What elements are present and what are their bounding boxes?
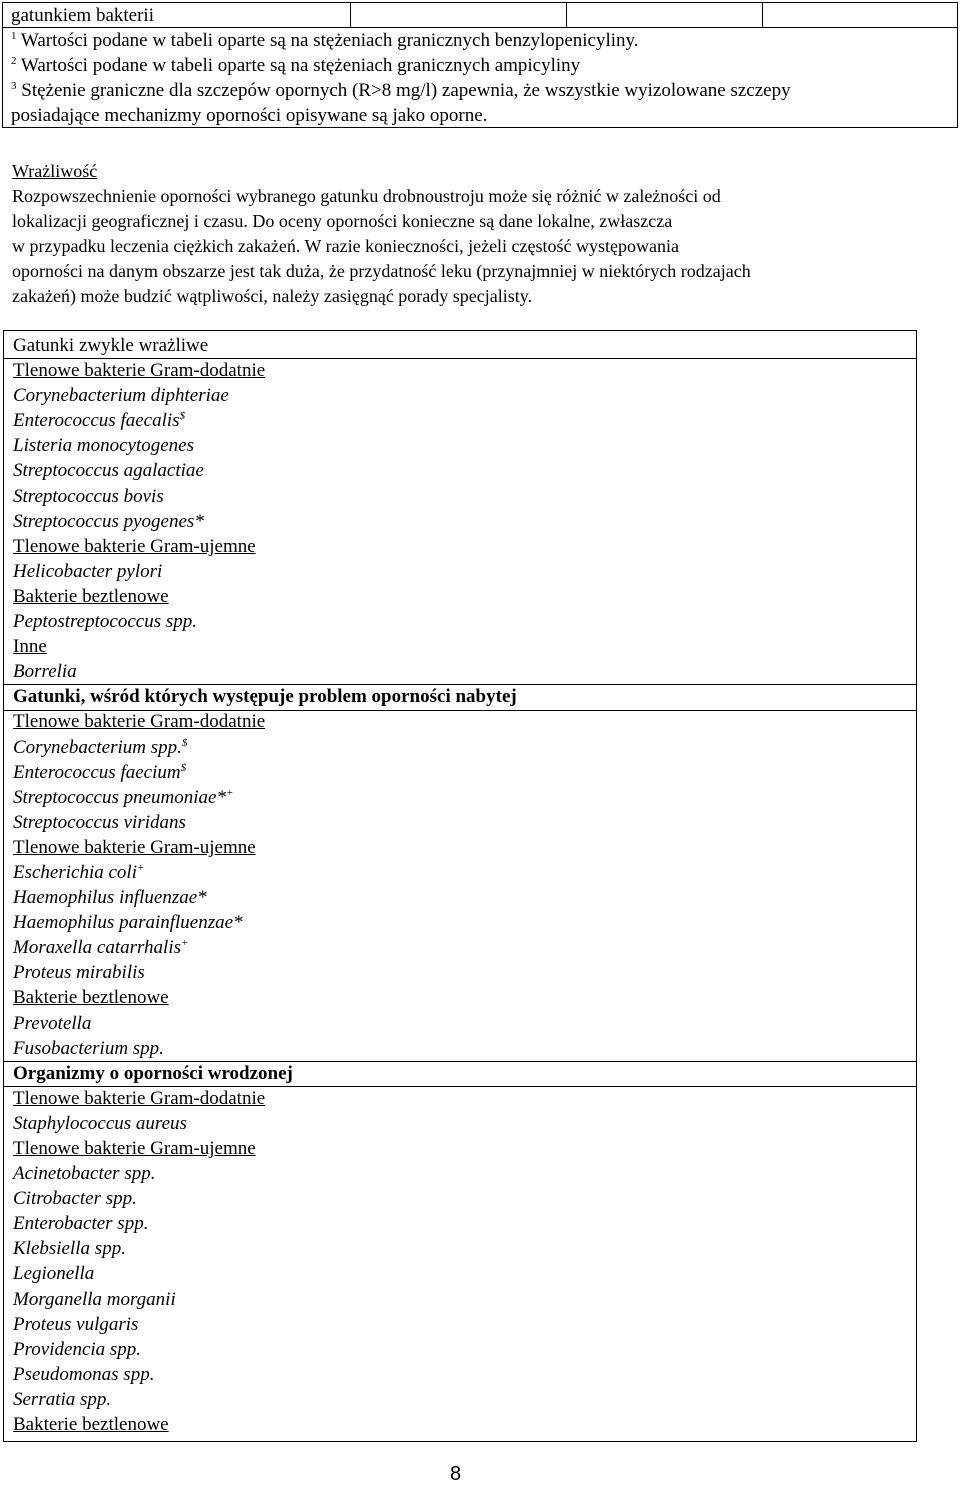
- row-text: Tlenowe bakterie Gram-dodatnie: [13, 711, 266, 733]
- group-heading: [13, 584, 916, 609]
- species-name: [13, 1261, 916, 1286]
- row-text: Prevotella: [13, 1012, 92, 1034]
- table-column-divider: [566, 3, 567, 27]
- row-text: Proteus vulgaris: [13, 1313, 139, 1335]
- row-text: Enterobacter spp.: [13, 1213, 149, 1235]
- row-text: Streptococcus pneumoniae*: [13, 786, 226, 808]
- species-name: [13, 458, 916, 483]
- row-text: Citrobacter spp.: [13, 1188, 137, 1210]
- row-text: Pseudomonas spp.: [13, 1363, 155, 1385]
- row-text: Staphylococcus aureus: [13, 1112, 187, 1134]
- species-name: [13, 609, 916, 634]
- species-table: [3, 330, 917, 1442]
- footnotes: [11, 28, 951, 128]
- species-name: [13, 1287, 916, 1312]
- species-name: [13, 1387, 916, 1412]
- footnote-text: Wartości podane w tabeli oparte są na stężeniach granicznych benzylopenicyliny.: [16, 30, 639, 51]
- footnote-marker: 3: [11, 80, 17, 92]
- sensitivity-line: zakażeń) może budzić wątpliwości, należy zasięgnąć porady specjalisty.: [12, 286, 533, 306]
- species-name: [13, 785, 916, 810]
- row-text: Klebsiella spp.: [13, 1238, 126, 1260]
- species-name: [13, 433, 916, 458]
- sensitivity-text: [12, 184, 932, 309]
- footnote-marker: $: [180, 761, 187, 774]
- species-name: [13, 509, 916, 534]
- footnote-marker: 1: [11, 30, 17, 42]
- sensitivity-section: [12, 159, 932, 309]
- footnote-marker: +: [137, 861, 145, 874]
- row-text: Organizmy o oporności wrodzonej: [13, 1062, 293, 1084]
- row-text: Inne: [13, 636, 47, 658]
- footnote-text: posiadające mechanizmy oporności opisywane są jako oporne.: [11, 105, 488, 126]
- footnote: [11, 28, 951, 53]
- row-text: Fusobacterium spp.: [13, 1037, 164, 1059]
- category-heading: [13, 333, 916, 358]
- row-text: Moraxella catarrhalis: [13, 937, 182, 959]
- species-name: [13, 1211, 916, 1236]
- row-text: Haemophilus influenzae*: [13, 887, 207, 909]
- species-name: [13, 659, 916, 684]
- group-heading: [13, 835, 916, 860]
- table-row-divider: [4, 1086, 916, 1087]
- footnote-text: Wartości podane w tabeli oparte są na stężeniach granicznych ampicyliny: [16, 55, 581, 76]
- top-table: [2, 2, 958, 128]
- species-name: [13, 860, 916, 885]
- category-heading: [13, 1061, 916, 1086]
- row-text: Bakterie beztlenowe: [13, 1414, 169, 1436]
- row-text: Streptococcus pyogenes*: [13, 510, 204, 532]
- sensitivity-line: w przypadku leczenia ciężkich zakażeń. W razie konieczności, jeżeli częstość występowania: [12, 236, 680, 256]
- sensitivity-line: oporności na danym obszarze jest tak duża, że przydatność leku (przynajmniej w niektórych rodzajach: [12, 261, 751, 281]
- group-heading: [13, 634, 916, 659]
- row-text: Gatunki, wśród których występuje problem oporności nabytej: [13, 686, 517, 708]
- species-name: [13, 1337, 916, 1362]
- table-row-divider: [4, 358, 916, 359]
- group-heading: [13, 1136, 916, 1161]
- row-text: Streptococcus agalactiae: [13, 460, 204, 482]
- row-text: Corynebacterium diphteriae: [13, 385, 229, 407]
- table-cell-text: gatunkiem bakterii: [11, 5, 154, 26]
- row-text: Corynebacterium spp.: [13, 736, 182, 758]
- species-name: [13, 1011, 916, 1036]
- row-text: Enterococcus faecium: [13, 761, 181, 783]
- group-heading: [13, 709, 916, 734]
- footnote-marker: +: [226, 786, 234, 799]
- sensitivity-line: lokalizacji geograficznej i czasu. Do oceny oporności konieczne są dane lokalne, zwłaszcza: [12, 211, 673, 231]
- row-text: Escherichia coli: [13, 861, 137, 883]
- row-text: Morganella morganii: [13, 1288, 176, 1310]
- sensitivity-heading: Wrażliwość: [12, 161, 98, 181]
- row-text: Streptococcus viridans: [13, 811, 186, 833]
- species-name: [13, 1236, 916, 1261]
- row-text: Legionella: [13, 1263, 95, 1285]
- footnote-marker: +: [181, 937, 189, 950]
- species-name: [13, 1036, 916, 1061]
- row-text: Streptococcus bovis: [13, 485, 164, 507]
- species-name: [13, 1362, 916, 1387]
- row-text: Haemophilus parainfluenzae*: [13, 912, 243, 934]
- species-name: [13, 735, 916, 760]
- row-text: Serratia spp.: [13, 1388, 112, 1410]
- group-heading: [13, 1086, 916, 1111]
- group-heading: [13, 358, 916, 383]
- table-column-divider: [762, 3, 763, 27]
- species-name: [13, 885, 916, 910]
- sensitivity-line: Rozpowszechnienie oporności wybranego gatunku drobnoustroju może się różnić w zależności od: [12, 186, 721, 206]
- species-name: [13, 910, 916, 935]
- footnote-marker: $: [179, 410, 186, 423]
- row-text: Tlenowe bakterie Gram-dodatnie: [13, 360, 266, 382]
- row-text: Enterococcus faecalis: [13, 410, 180, 432]
- species-name: [13, 810, 916, 835]
- row-text: Tlenowe bakterie Gram-ujemne: [13, 535, 256, 557]
- row-text: Helicobacter pylori: [13, 560, 163, 582]
- row-text: Proteus mirabilis: [13, 962, 145, 984]
- row-text: Borrelia: [13, 661, 77, 683]
- row-text: Gatunki zwykle wrażliwe: [13, 335, 209, 356]
- footnote: [11, 78, 951, 103]
- group-heading: [13, 1412, 916, 1437]
- species-list: [13, 333, 916, 1437]
- table-row-divider: [4, 684, 916, 685]
- species-name: [13, 1111, 916, 1136]
- species-name: [13, 1161, 916, 1186]
- species-name: [13, 383, 916, 408]
- species-name: [13, 559, 916, 584]
- species-name: [13, 1312, 916, 1337]
- species-name: [13, 1186, 916, 1211]
- group-heading: [13, 985, 916, 1010]
- footnote-marker: $: [181, 736, 188, 749]
- species-name: [13, 760, 916, 785]
- table-column-divider: [350, 3, 351, 27]
- species-name: [13, 408, 916, 433]
- table-row-divider: [4, 1061, 916, 1062]
- page-number: 8: [450, 1463, 462, 1485]
- category-heading: [13, 684, 916, 709]
- footnote-text: Stężenie graniczne dla szczepów opornych (R>8 mg/l) zapewnia, że wszystkie wyizolowane szczepy: [16, 80, 791, 101]
- footnote-marker: 2: [11, 55, 17, 67]
- species-name: [13, 960, 916, 985]
- row-text: Bakterie beztlenowe: [13, 987, 169, 1009]
- table-row-divider: [4, 710, 916, 711]
- group-heading: [13, 534, 916, 559]
- row-text: Tlenowe bakterie Gram-ujemne: [13, 836, 256, 858]
- row-text: Providencia spp.: [13, 1338, 142, 1360]
- row-text: Tlenowe bakterie Gram-dodatnie: [13, 1087, 266, 1109]
- row-text: Bakterie beztlenowe: [13, 585, 169, 607]
- footnote: [11, 53, 951, 78]
- species-name: [13, 484, 916, 509]
- row-text: Peptostreptococcus spp.: [13, 611, 197, 633]
- row-text: Tlenowe bakterie Gram-ujemne: [13, 1138, 256, 1159]
- species-name: [13, 935, 916, 960]
- row-text: Listeria monocytogenes: [13, 435, 195, 457]
- row-text: Acinetobacter spp.: [13, 1163, 156, 1185]
